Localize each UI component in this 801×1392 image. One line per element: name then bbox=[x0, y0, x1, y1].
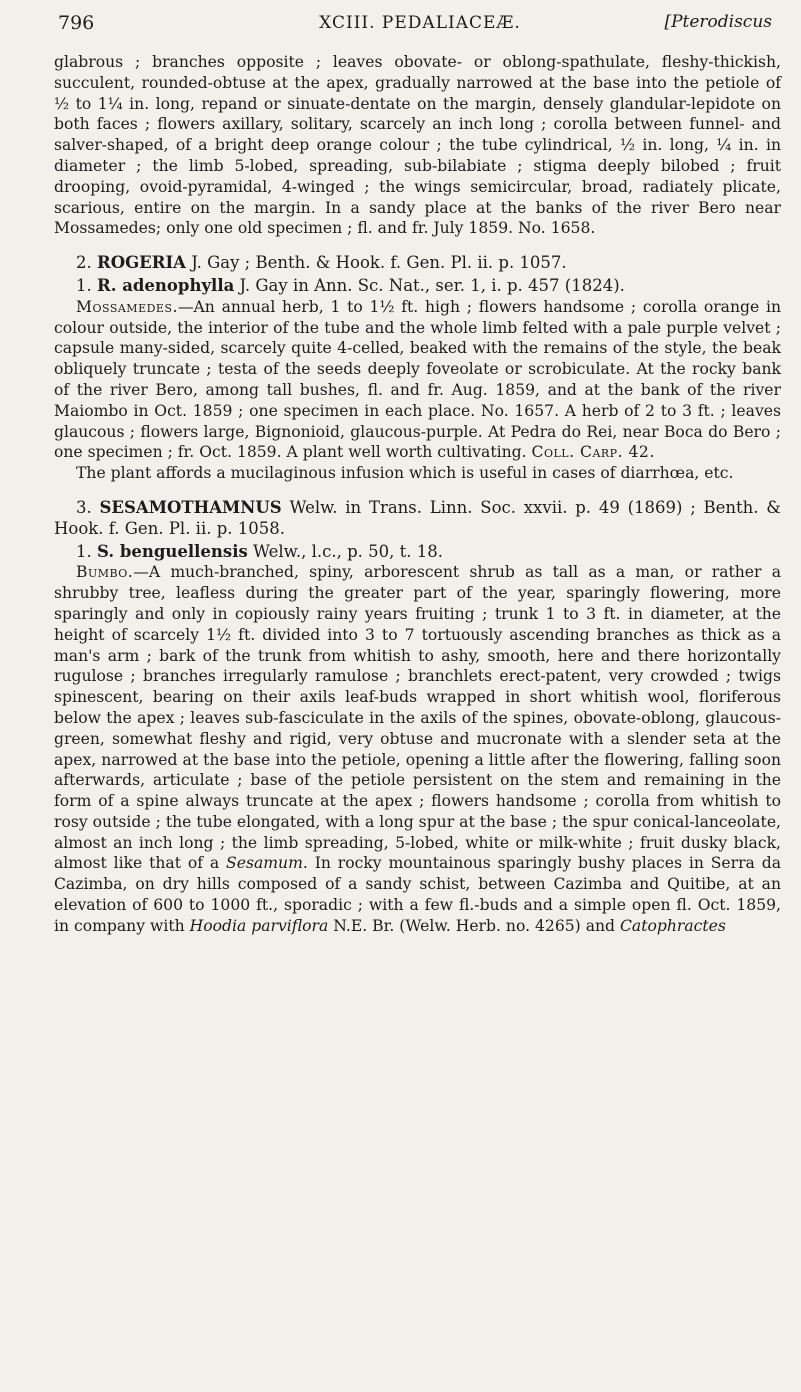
genus-number: 2. bbox=[76, 253, 92, 273]
species-number: 1. bbox=[76, 541, 92, 561]
species-number: 1. bbox=[76, 275, 92, 295]
collection-ref: Coll. Carp. 42. bbox=[531, 443, 655, 462]
genus-sesamothamnus-heading bbox=[54, 498, 781, 540]
page-number: 796 bbox=[58, 12, 95, 34]
genus-number: 3. bbox=[76, 497, 92, 517]
genus-header: [Pterodiscus bbox=[664, 12, 772, 32]
description-text: —A much-branched, spiny, arborescent shrub as tall as a man, or rather a shrubby tree, leafless during the greater part of the year, sparingly flowering, more sparingly and only in copiously rainy years fruiting ; trunk 1 to 3 ft. in diameter, at the height of scarcely 1½ ft. divided into 3 to 7 tortuously ascending branches as thick as a man's arm ; bark of the trunk from whitish to ashy, smooth, here and there horizontally rugulose ; branches irregularly ramulose ; branchlets erect-patent, very crowded ; twigs spinescent, bearing on their axils leaf-buds wrapped in short whitish wool, floriferous below the apex ; leaves sub-fasciculate in the axils of the spines, obovate-oblong, glaucous-green, somewhat fleshy and rigid, very obtuse and mucronate with a slender seta at the apex, narrowed at the base into the petiole, opening a little after the flowering, falling soon afterwards, articulate ; base of the petiole persistent on the stem and remaining in the form of a spine always truncate at the apex ; flowers handsome ; corolla from whitish to rosy outside ; the tube elongated, with a long spur at the base ; the spur conical-lanceolate, almost an inch long ; the limb spreading, 5-lobed, white or milk-white ; fruit dusky black, almost like that of a bbox=[54, 563, 781, 873]
species-authority: J. Gay in Ann. Sc. Nat., ser. 1, i. p. 457 (1824). bbox=[239, 275, 625, 295]
genus-rogeria-heading bbox=[54, 253, 781, 274]
running-header bbox=[54, 12, 786, 42]
description-continued: In rocky mountainous sparingly bushy places in Serra da Cazimba, on dry hills composed of a sandy schist, between Cazimba and Quitibe, at an elevation of 600 to 1000 ft., sporadic ; with a few fl.-buds and a simple open fl. Oct. 1859, in company with bbox=[54, 854, 781, 935]
sesamum-ref: Sesamum. bbox=[226, 854, 308, 873]
locality: Bumbo. bbox=[76, 563, 134, 582]
rogeria-note: The plant affords a mucilaginous infusion which is useful in cases of diarrhœa, etc. bbox=[76, 464, 734, 483]
body-text bbox=[54, 52, 781, 937]
species-sesamothamnus-heading bbox=[54, 542, 781, 563]
description-text: —An annual herb, 1 to 1½ ft. high ; flowers handsome ; corolla orange in colour outside, the interior of the tube and the whole limb felted with a pale purple velvet ; capsule many-sided, scarcely quite 4-celled, beaked with the remains of the style, the beak obliquely truncate ; testa of the seeds deeply foveolate or scrobiculate. At the rocky bank of the river Bero, among tall bushes, fl. and fr. Aug. 1859, and at the bank of the river Maiombo in Oct. 1859 ; one specimen in each place. No. 1657. A herb of 2 to 3 ft. ; leaves glaucous ; flowers large, Bignonioid, glaucous-purple. At Pedra do Rei, near Boca do Bero ; one specimen ; fr. Oct. 1859. A plant well worth cultivating. bbox=[54, 297, 781, 462]
catophractes-ref: Catophractes bbox=[620, 916, 726, 935]
genus-authority: J. Gay ; Benth. & Hook. f. Gen. Pl. ii. p. 1057. bbox=[191, 253, 567, 273]
hoodia-authority: N.E. Br. (Welw. Herb. no. 4265) and bbox=[333, 916, 616, 935]
genus-name: ROGERIA bbox=[97, 253, 186, 273]
species-name: R. adenophylla bbox=[97, 275, 235, 295]
species-authority: Welw., l.c., p. 50, t. 18. bbox=[253, 541, 443, 561]
species-name: S. benguellensis bbox=[97, 541, 248, 561]
species-rogeria-heading bbox=[54, 276, 781, 297]
intro-paragraph: glabrous ; branches opposite ; leaves obovate- or oblong-spathulate, fleshy-thickish, succulent, rounded-obtuse at the apex, gradually narrowed at the base into the petiole of ½ to 1¼ in. long, repand or sinuate-dentate on the margin, densely glandular-lepidote on both faces ; flowers axillary, solitary, scarcely an inch long ; corolla between funnel- and salver-shaped, of a bright deep orange colour ; the tube cylindrical, ½ in. long, ¼ in. in diameter ; the limb 5-lobed, spreading, sub-bilabiate ; stigma deeply bilobed ; fruit drooping, ovoid-pyramidal, 4-winged ; the wings semicircular, broad, radiately plicate, scarious, entire on the margin. In a sandy place at the banks of the river Bero near Mossamedes; only one old specimen ; fl. and fr. July 1859. No. 1658. bbox=[54, 53, 781, 238]
hoodia-ref: Hoodia parviflora bbox=[189, 916, 329, 935]
rogeria-description bbox=[54, 297, 781, 463]
genus-authority: Welw. in Trans. Linn. Soc. xxvii. p. 49 (1869) ; Benth. & Hook. f. Gen. Pl. ii. p. 1058. bbox=[54, 497, 781, 538]
sesamothamnus-description bbox=[54, 562, 781, 936]
genus-name: SESAMOTHAMNUS bbox=[99, 497, 282, 517]
locality: Mossamedes. bbox=[76, 297, 178, 316]
family-title: XCIII. PEDALIACEÆ. bbox=[319, 13, 521, 33]
